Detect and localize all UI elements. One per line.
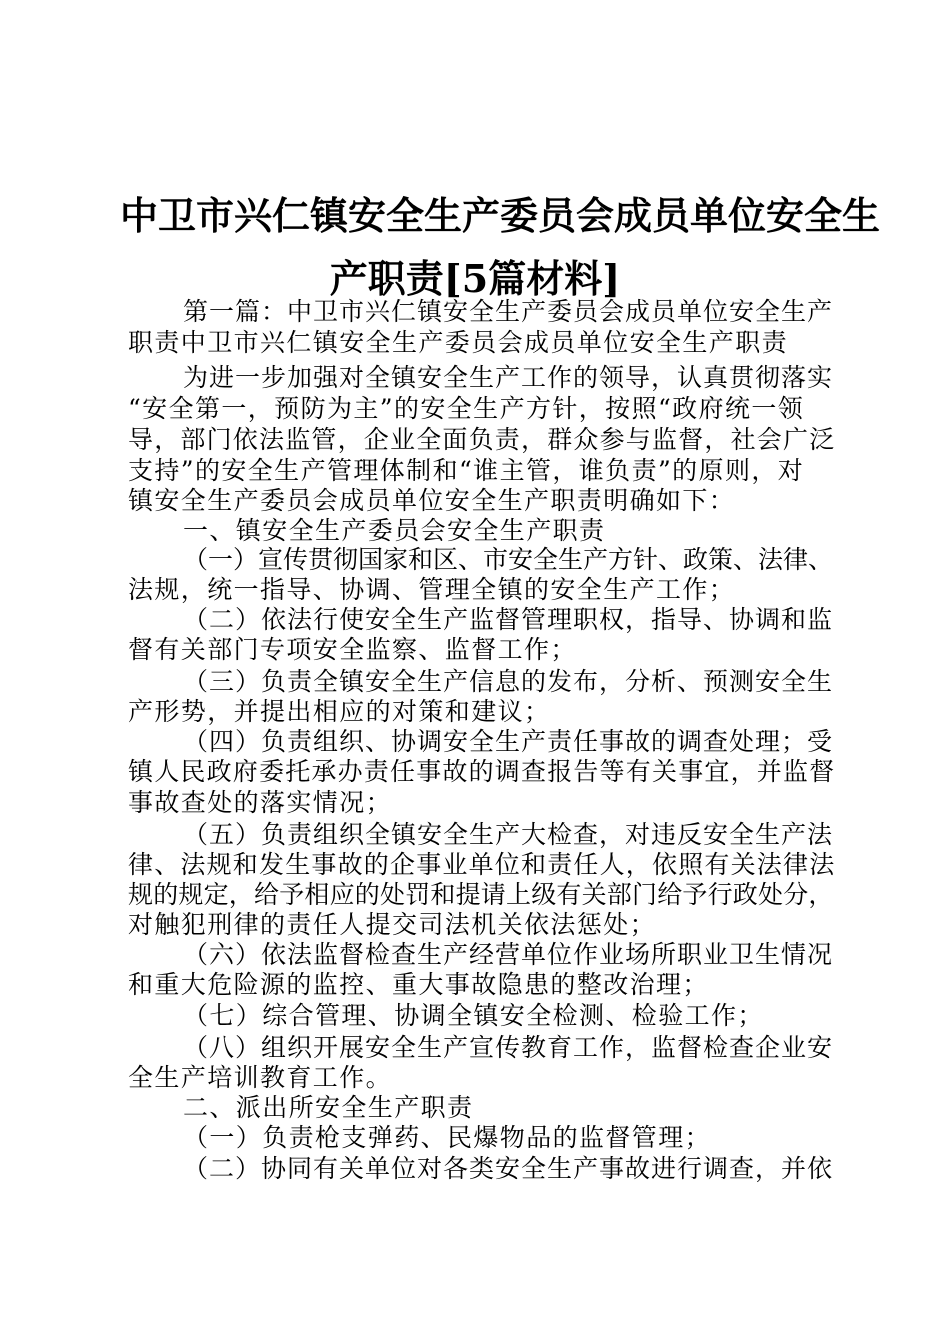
body-line: “安全第一，预防为主”的安全生产方针，按照“政府统一领 bbox=[128, 394, 805, 423]
body-line: 导，部门依法监管，企业全面负责，群众参与监督，社会广泛 bbox=[128, 425, 836, 454]
document-title-line-1: 中卫市兴仁镇安全生产委员会成员单位安全生 bbox=[120, 193, 881, 238]
body-line: （四）负责组织、协调安全生产责任事故的调查处理；受 bbox=[183, 727, 834, 756]
body-line: （二）依法行使安全生产监督管理职权，指导、协调和监 bbox=[183, 605, 834, 634]
body-line: 第一篇：中卫市兴仁镇安全生产委员会成员单位安全生产 bbox=[183, 297, 834, 326]
body-line: 镇人民政府委托承办责任事故的调查报告等有关事宜，并监督 bbox=[128, 757, 836, 786]
body-line: 为进一步加强对全镇安全生产工作的领导，认真贯彻落实 bbox=[183, 363, 834, 392]
body-line: 和重大危险源的监控、重大事故隐患的整改治理； bbox=[128, 970, 709, 999]
body-line: （一）宣传贯彻国家和区、市安全生产方针、政策、法律、 bbox=[183, 545, 834, 574]
body-line: （一）负责枪支弹药、民爆物品的监督管理； bbox=[183, 1123, 712, 1152]
body-line: （二）协同有关单位对各类安全生产事故进行调查，并依 bbox=[183, 1154, 834, 1183]
body-line: 职责中卫市兴仁镇安全生产委员会成员单位安全生产职责 bbox=[128, 328, 789, 357]
body-line: 镇安全生产委员会成员单位安全生产职责明确如下： bbox=[128, 486, 736, 515]
body-line: 全生产培训教育工作。 bbox=[128, 1063, 393, 1092]
section-heading: 二、派出所安全生产职责 bbox=[183, 1093, 474, 1122]
body-line: 对触犯刑律的责任人提交司法机关依法惩处； bbox=[128, 910, 657, 939]
body-line: （三）负责全镇安全生产信息的发布，分析、预测安全生 bbox=[183, 667, 834, 696]
body-line: 规的规定，给予相应的处罚和提请上级有关部门给予行政处分， bbox=[128, 880, 834, 909]
body-line: 督有关部门专项安全监察、监督工作； bbox=[128, 635, 577, 664]
body-line: （六）依法监督检查生产经营单位作业场所职业卫生情况 bbox=[183, 940, 834, 969]
body-line: （八）组织开展安全生产宣传教育工作，监督检查企业安 bbox=[183, 1033, 834, 1062]
body-line: （五）负责组织全镇安全生产大检查，对违反安全生产法 bbox=[183, 820, 834, 849]
body-line: 律、法规和发生事故的企事业单位和责任人，依照有关法律法 bbox=[128, 850, 836, 879]
body-line: （七）综合管理、协调全镇安全检测、检验工作； bbox=[183, 1001, 764, 1030]
body-line: 支持”的安全生产管理体制和“谁主管，谁负责”的原则，对 bbox=[128, 456, 805, 485]
body-line: 法规，统一指导、协调、管理全镇的安全生产工作； bbox=[128, 575, 736, 604]
body-line: 产形势，并提出相应的对策和建议； bbox=[128, 697, 551, 726]
section-heading: 一、镇安全生产委员会安全生产职责 bbox=[183, 516, 606, 545]
document-title-line-2: 产职责[5篇材料] bbox=[329, 256, 621, 301]
body-line: 事故查处的落实情况； bbox=[128, 788, 393, 817]
